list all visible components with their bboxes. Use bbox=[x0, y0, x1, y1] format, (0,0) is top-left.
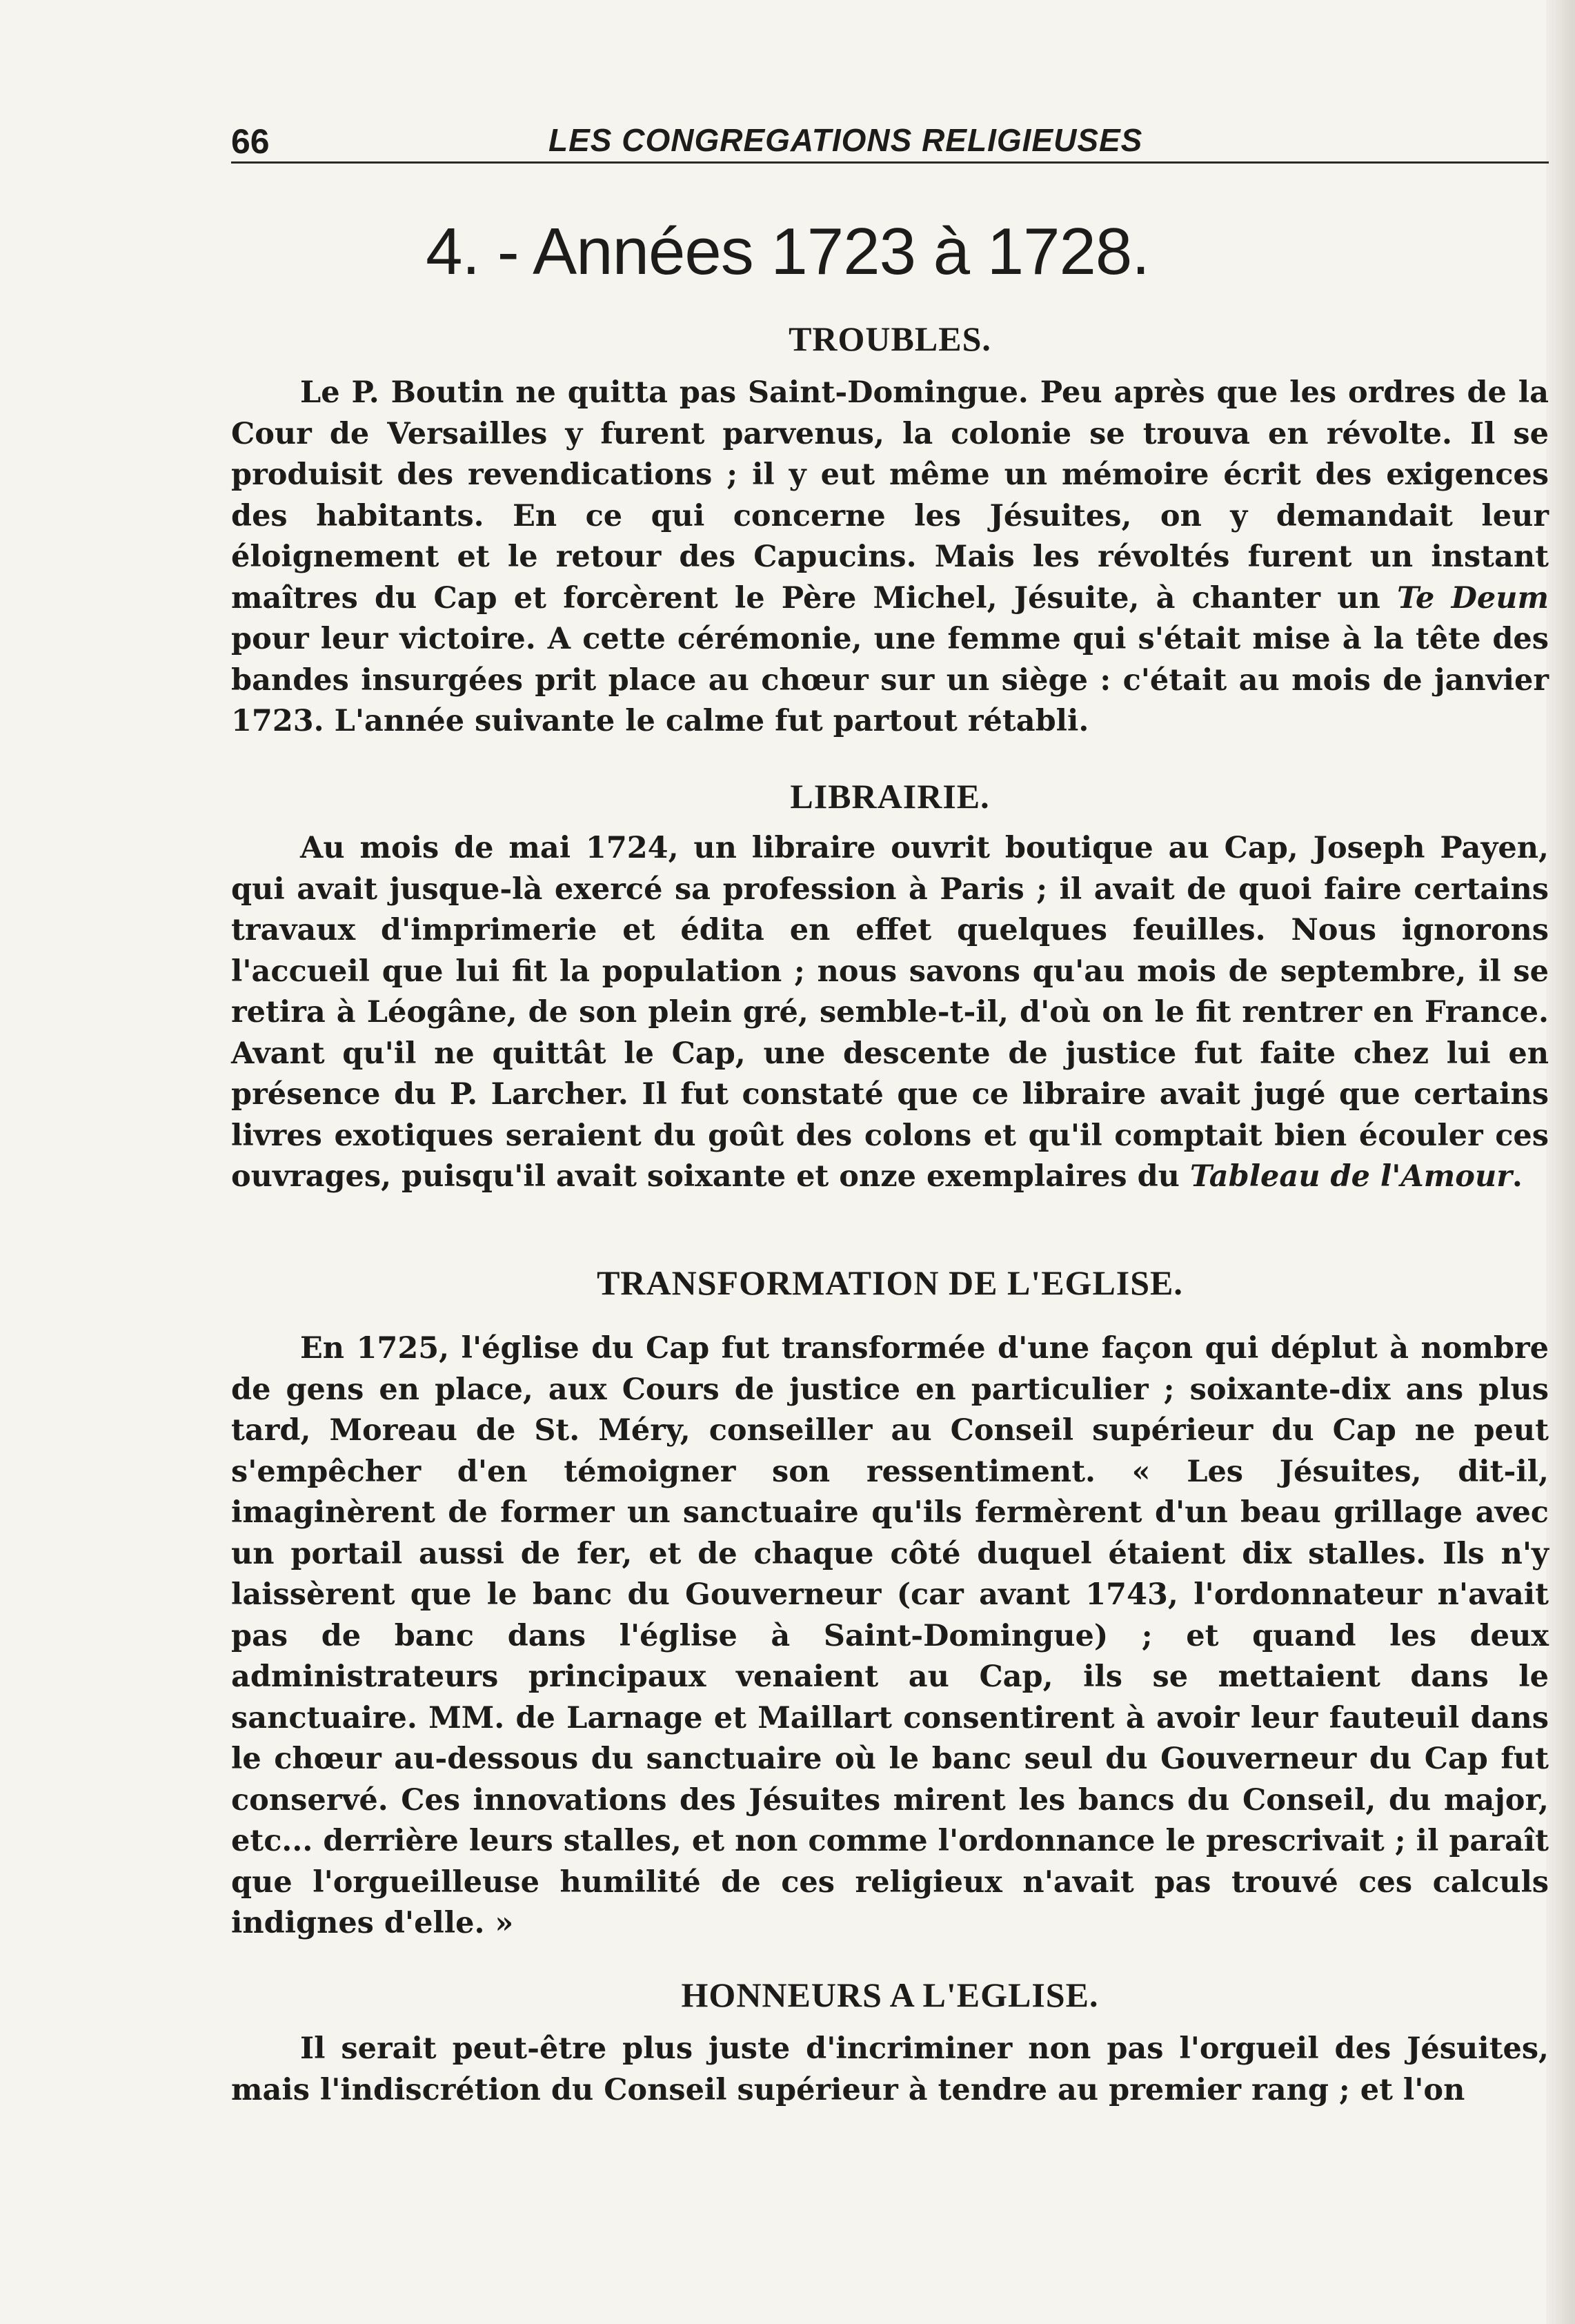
paragraph: Il serait peut-être plus juste d'incriminer non pas l'orgueil des Jésuites, mais l'indiscrétion du Conseil supérieur à tendre au premier rang ; et l'on bbox=[231, 2031, 1549, 2107]
section-body-transformation bbox=[231, 1328, 1549, 1944]
paragraph: Au mois de mai 1724, un libraire ouvrit boutique au Cap, Joseph Payen, qui avait jusque-là exercé sa profession à Paris ; il avait de quoi faire certains travaux d'imprimerie et édita en effet quelques feuilles. Nous ignorons l'accueil que lui fit la population ; nous savons qu'au mois de septembre, il se retira à Léogâne, de son plein gré, semble-t-il, d'où on le fit rentrer en France. Avant qu'il ne quittât le Cap, une descente de justice fut faite chez lui en présence du P. Larcher. Il fut constaté que ce libraire avait jugé que certains livres exotiques seraient du goût des colons et qu'il comptait bien écouler ces ouvrages, puisqu'il avait soixante et onze exemplaires du Tableau de l'Amour. bbox=[231, 831, 1549, 1194]
section-heading-troubles: TROUBLES. bbox=[789, 319, 991, 358]
section-heading-transformation: TRANSFORMATION DE L'EGLISE. bbox=[597, 1263, 1183, 1302]
chapter-title: 4. - Années 1723 à 1728. bbox=[426, 215, 1149, 288]
page-number: 66 bbox=[231, 122, 270, 161]
paragraph: Le P. Boutin ne quitta pas Saint-Domingue. Peu après que les ordres de la Cour de Versailles y furent parvenus, la colonie se trouva en révolte. Il se produisit des revendications ; il y eut même un mémoire écrit des exigences des habitants. En ce qui concerne les Jésuites, on y demandait leur éloignement et le retour des Capucins. Mais les révoltés furent un instant maîtres du Cap et forcèrent le Père Michel, Jésuite, à chanter un Te Deum pour leur victoire. A cette cérémonie, une femme qui s'était mise à la tête des bandes insurgées prit place au chœur sur un siège : c'était au mois de janvier 1723. L'année suivante le calme fut partout rétabli. bbox=[231, 375, 1549, 738]
section-body-troubles bbox=[231, 373, 1549, 742]
page-header bbox=[231, 119, 1549, 164]
section-body-honneurs bbox=[231, 2029, 1549, 2111]
running-title: LES CONGREGATIONS RELIGIEUSES bbox=[548, 122, 1143, 158]
section-heading-librairie: LIBRAIRIE. bbox=[790, 777, 990, 816]
section-body-librairie bbox=[231, 828, 1549, 1198]
paragraph: En 1725, l'église du Cap fut transformée d'une façon qui déplut à nombre de gens en place, aux Cours de justice en particulier ; soixante-dix ans plus tard, Moreau de St. Méry, conseiller au Conseil supérieur du Cap ne peut s'empêcher d'en témoigner son ressentiment. « Les Jésuites, dit-il, imaginèrent de former un sanctuaire qu'ils fermèrent d'un beau grillage avec un portail aussi de fer, et de chaque côté duquel étaient dix stalles. Ils n'y laissèrent que le banc du Gouverneur (car avant 1743, l'ordonnateur n'avait pas de banc dans l'église à Saint-Domingue) ; et quand les deux administrateurs principaux venaient au Cap, ils se mettaient dans le sanctuaire. MM. de Larnage et Maillart consentirent à avoir leur fauteuil dans le chœur au-dessous du sanctuaire où le banc seul du Gouverneur du Cap fut conservé. Ces innovations des Jésuites mirent les bancs du Conseil, du major, etc... derrière leurs stalles, et non comme l'ordonnance le prescrivait ; il paraît que l'orgueilleuse humilité de ces religieux n'avait pas trouvé ces calculs indignes d'elle. » bbox=[231, 1331, 1549, 1940]
te-deum-italic: Te Deum bbox=[1396, 580, 1549, 616]
book-title-italic: Tableau de l'Amour bbox=[1189, 1159, 1512, 1194]
section-heading-honneurs: HONNEURS A L'EGLISE. bbox=[681, 1976, 1099, 2014]
page-gutter-shadow bbox=[1546, 0, 1575, 2324]
